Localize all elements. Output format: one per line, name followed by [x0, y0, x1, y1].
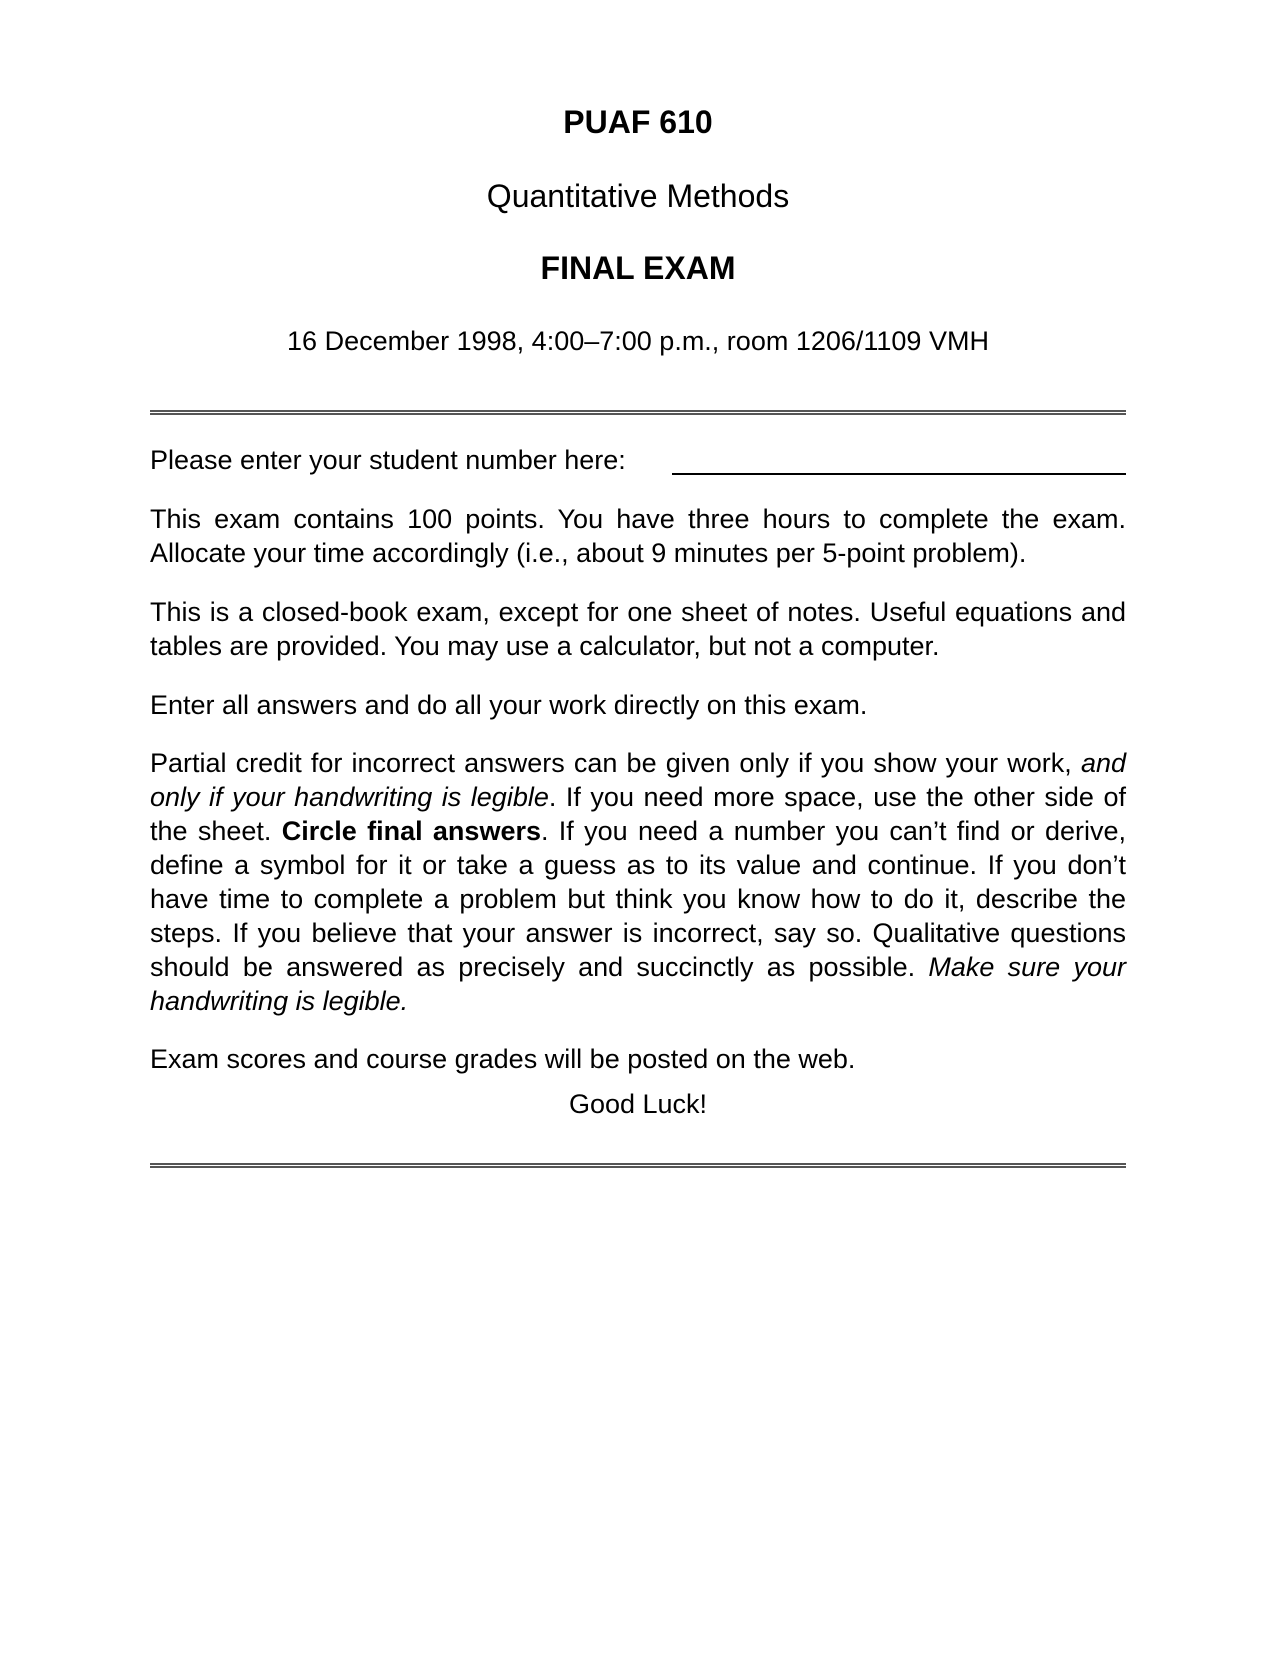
good-luck: Good Luck! [568, 1089, 708, 1119]
instructions-enter-answers: Enter all answers and do all your work directly on this exam. [150, 690, 868, 720]
bottom-double-rule [150, 1163, 1126, 1168]
partial-credit-text-2: . If you need more space, use the other side of the sheet. [150, 782, 1126, 846]
top-double-rule [150, 410, 1126, 415]
student-number-label: Please enter your student number here: [150, 445, 626, 475]
instructions-points: This exam contains 100 points. You have three hours to complete the exam. Allocate your time accordingly (i.e., about 9 minutes per 5-point problem). [150, 504, 1126, 568]
course-name: Quantitative Methods [486, 178, 790, 214]
exam-date-time-room: 16 December 1998, 4:00–7:00 p.m., room 1206/1109 VMH [287, 326, 989, 356]
instructions-partial-credit [150, 746, 1126, 1018]
instructions-scores-posting: Exam scores and course grades will be posted on the web. [150, 1044, 856, 1074]
partial-credit-legible-italic: and only if your handwriting is legible [150, 748, 1126, 812]
handwriting-legible-italic: Make sure your handwriting is legible. [150, 952, 1126, 1016]
course-code: PUAF 610 [563, 104, 713, 140]
student-number-blank[interactable] [672, 473, 1126, 475]
exam-title: FINAL EXAM [540, 250, 736, 286]
instructions-closed-book: This is a closed-book exam, except for one sheet of notes. Useful equations and tables are provided. You may use a calculator, but not a computer. [150, 597, 1126, 661]
partial-credit-text-3: . If you need a number you can’t find or derive, define a symbol for it or take a guess as to its value and continue. If you don’t have time to complete a problem but think you know how to do it, describe the steps. If you believe that your answer is incorrect, say so. Qualitative questions should be answered as precisely and succinctly as possible. [150, 816, 1126, 982]
circle-final-answers-bold: Circle final answers [281, 816, 541, 846]
partial-credit-text-1: Partial credit for incorrect answers can be given only if you show your work, [150, 748, 1081, 778]
